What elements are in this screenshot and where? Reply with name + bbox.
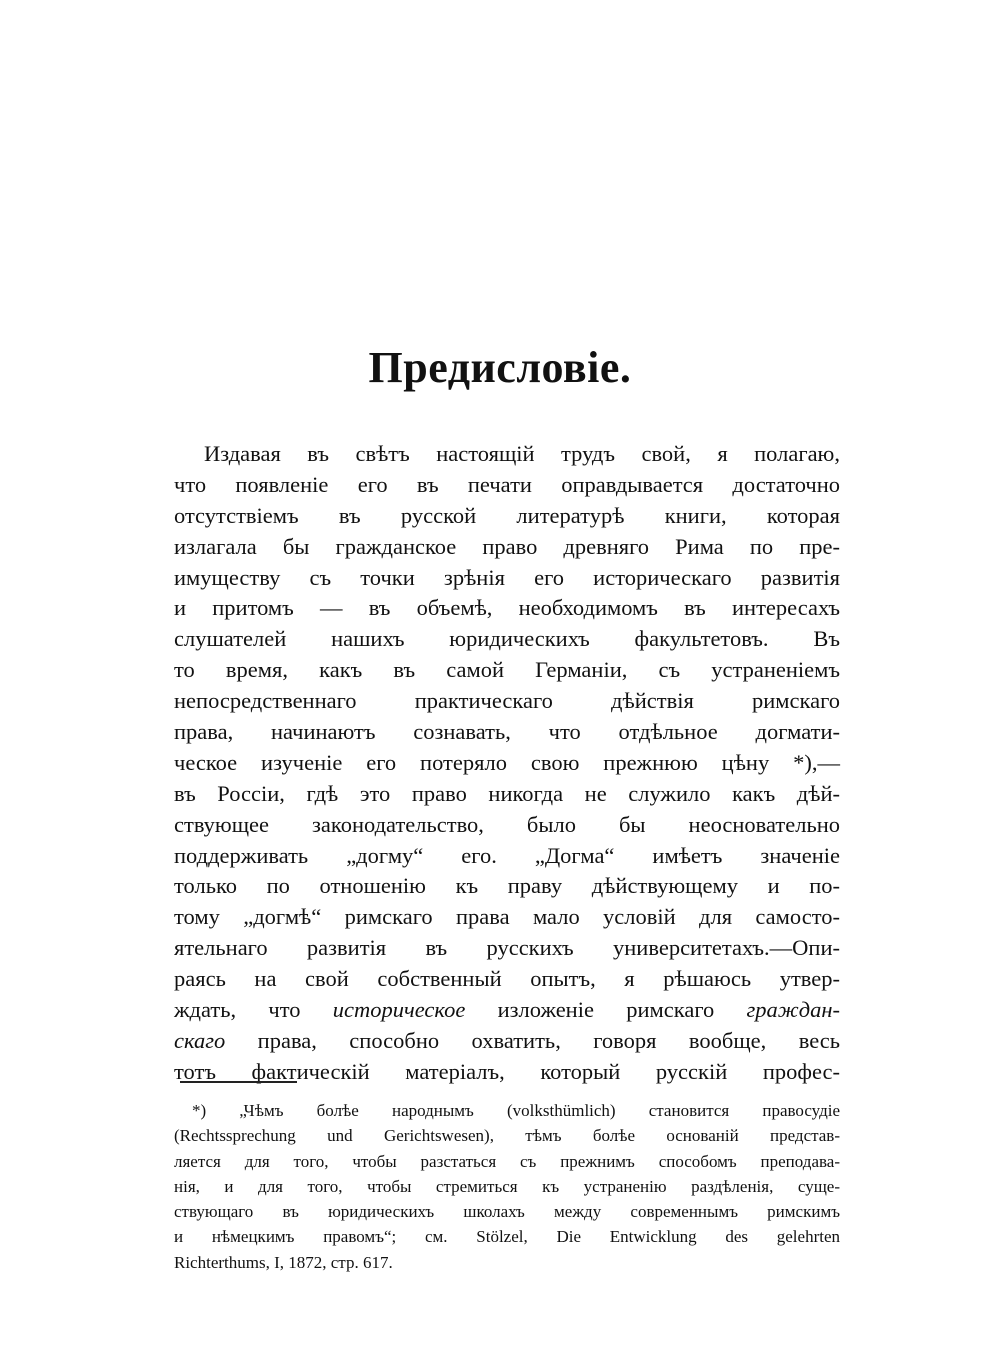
italic-term: скаго [174,1027,226,1053]
page-title: Предисловіе. [368,343,632,392]
text-line: что появленіе его въ печати оправдывается достаточно [174,471,840,497]
text-line: то время, какъ въ самой Германіи, съ устраненіемъ [174,657,840,683]
text-run: права, способно охватить, говоря вообще, весь [225,1027,840,1053]
text-line: слушателей нашихъ юридическихъ факультетовъ. Въ [174,626,840,652]
footnote-line: (Rechtssprechung und Gerichtswesen), тѣмъ болѣе основаній представ- [174,1126,840,1146]
text-line-mixed [174,995,840,1026]
text-line: раясь на свой собственный опытъ, я рѣшаюсь утвер- [174,966,840,992]
text-line: права, начинаютъ сознавать, что отдѣльное догмати- [174,719,840,745]
text-run: изложеніе римскаго [465,997,747,1023]
text-line: излагала бы гражданское право древняго Рима по пре- [174,533,840,559]
footnote-line: и нѣмецкимъ правомъ“; см. Stölzel, Die Entwicklung des gelehrten [174,1227,840,1247]
italic-term: историческое [332,997,466,1023]
text-line: имуществу съ точки зрѣнія его историческаго развитія [174,564,840,590]
footnote [174,1098,840,1275]
footnote-line: ствующаго въ юридическихъ школахъ между современнымъ римскимъ [174,1202,840,1222]
text-line: ствующее законодательство, было бы неосновательно [174,811,840,837]
text-line: тому „догмѣ“ римскаго права мало условій для самосто- [174,904,840,930]
text-line-mixed [174,1026,840,1057]
text-run: ждать, что [174,997,333,1023]
footnote-divider [180,1081,297,1083]
text-line: непосредственнаго практическаго дѣйствія римскаго [174,688,840,714]
footnote-line: ляется для того, чтобы разстаться съ прежнимъ способомъ преподава- [174,1151,840,1171]
text-line: ческое изученіе его потеряло свою прежнюю цѣну *),— [174,749,840,775]
italic-term: граждан- [746,997,841,1023]
text-line: отсутствіемъ въ русской литературѣ книги, которая [174,502,840,528]
text-line: Издавая въ свѣтъ настоящій трудъ свой, я полагаю, [204,441,840,466]
preface-paragraph [174,439,840,1088]
text-line: тотъ фактическій матеріалъ, который русскій профес- [174,1058,840,1084]
text-line: только по отношенію къ праву дѣйствующему и по- [174,873,840,899]
text-line: ятельнаго развитія въ русскихъ университетахъ.—Опи- [174,935,840,961]
text-line: и притомъ — въ объемѣ, необходимомъ въ интересахъ [174,595,840,621]
footnote-line: *) „Чѣмъ болѣе народнымъ (volksthümlich) становится правосудіе [192,1101,840,1120]
text-line: въ Россіи, гдѣ это право никогда не служило какъ дѣй- [174,780,840,806]
text-line: поддерживать „догму“ его. „Догма“ имѣетъ значеніе [174,842,840,868]
footnote-line: нія, и для того, чтобы стремиться къ устраненію раздѣленія, суще- [174,1176,840,1196]
footnote-line: Richterthums, I, 1872, стр. 617. [174,1252,393,1272]
